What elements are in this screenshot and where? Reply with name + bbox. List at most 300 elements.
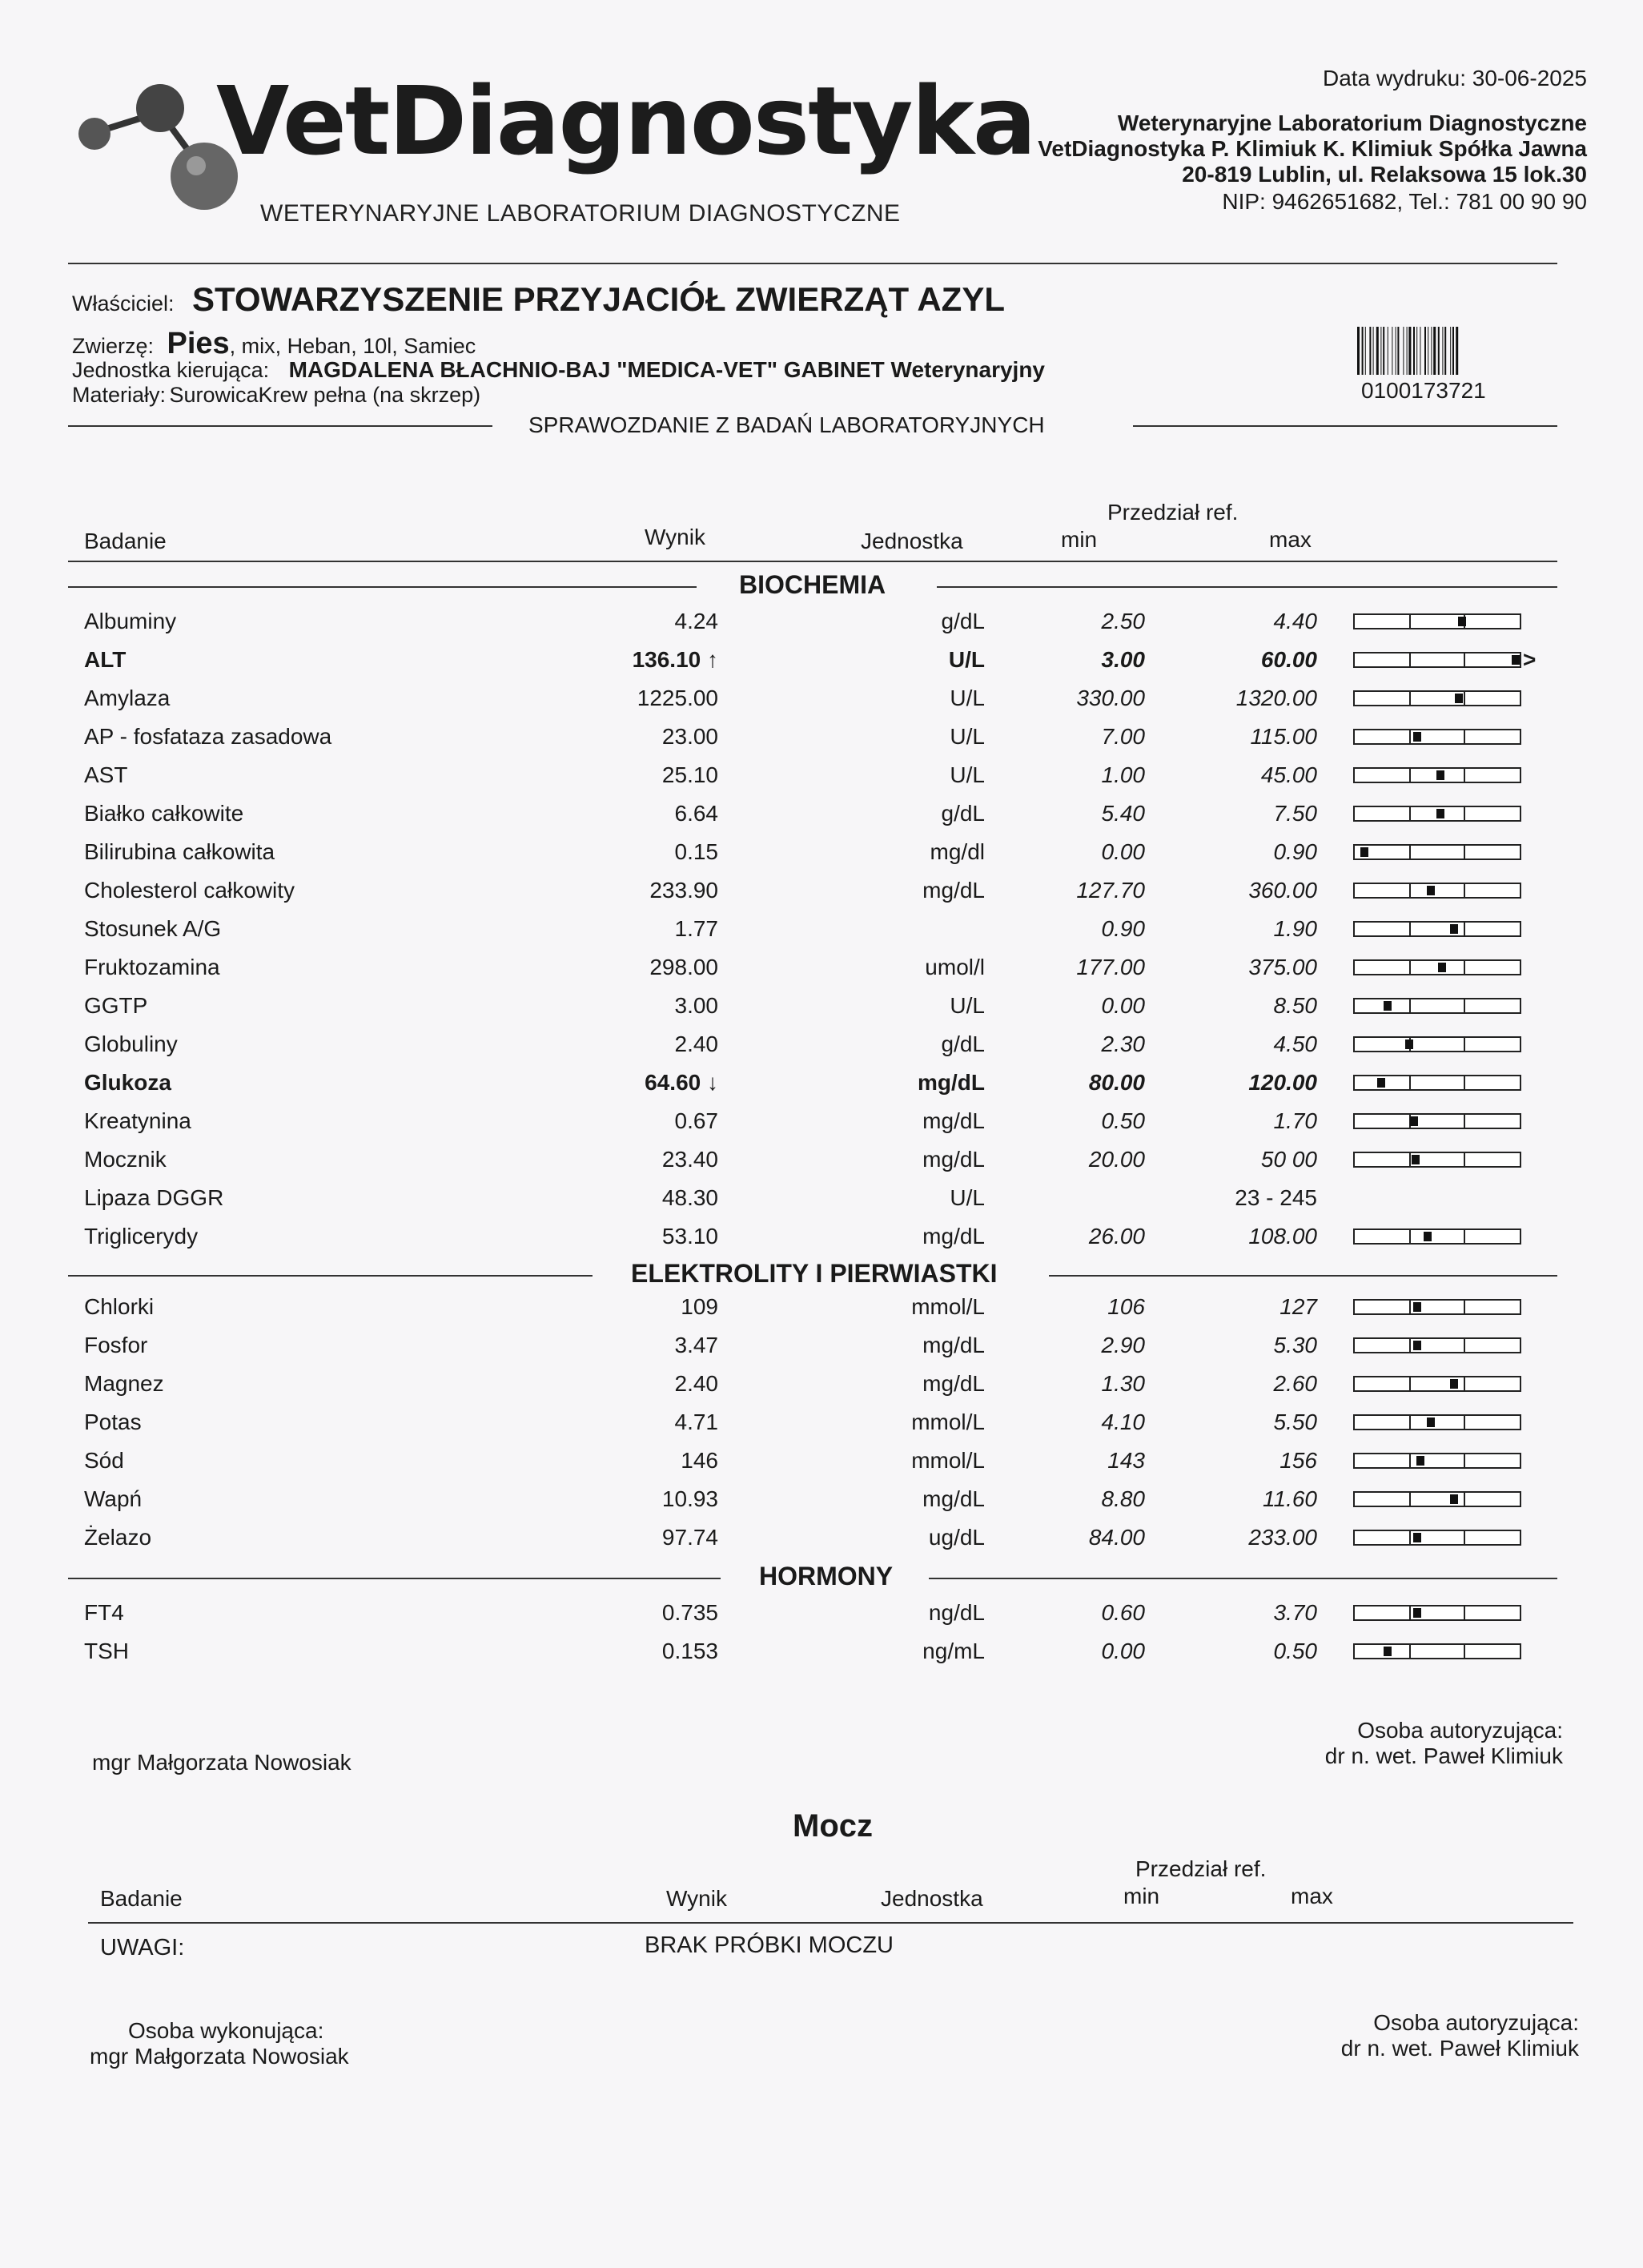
test-name: Magnez	[84, 1371, 164, 1396]
barcode-bar	[1442, 327, 1443, 375]
test-ref-max: 8.50	[1273, 993, 1317, 1018]
range-indicator-bar	[1353, 883, 1521, 899]
test-unit: U/L	[950, 686, 985, 710]
test-result: 25.10	[661, 762, 718, 787]
test-ref-max: 11.60	[1263, 1486, 1317, 1511]
range-marker	[1413, 732, 1421, 742]
test-ref-min: 106	[1107, 1294, 1145, 1319]
test-result: 1225.00	[637, 686, 718, 710]
test-unit: mg/dL	[922, 1371, 985, 1396]
performer-name: mgr Małgorzata Nowosiak	[92, 1750, 351, 1775]
range-marker	[1450, 1379, 1458, 1389]
range-tick	[1409, 615, 1411, 628]
range-marker	[1377, 1078, 1385, 1088]
test-name: Sód	[84, 1448, 124, 1473]
barcode-bar	[1416, 327, 1417, 375]
range-indicator-bar	[1353, 652, 1521, 668]
range-tick	[1464, 846, 1465, 859]
result-row	[0, 1632, 1643, 1671]
print-date: Data wydruku: 30-06-2025	[1323, 66, 1587, 90]
test-unit: mmol/L	[911, 1294, 985, 1319]
urine-col-ref: Przedział ref.	[1135, 1856, 1267, 1881]
urine-authorizer-name: dr n. wet. Paweł Klimiuk	[1340, 2036, 1579, 2061]
range-indicator-bar	[1353, 1036, 1521, 1052]
result-row	[0, 756, 1643, 794]
test-ref-max: 45.00	[1260, 762, 1317, 787]
range-tick	[1409, 1531, 1411, 1544]
range-tick	[1409, 1416, 1411, 1429]
test-name: Wapń	[84, 1486, 143, 1511]
range-tick	[1464, 1531, 1465, 1544]
range-tick	[1464, 1416, 1465, 1429]
authorizer-label: Osoba autoryzująca:	[1357, 1718, 1563, 1743]
range-indicator-bar	[1353, 1414, 1521, 1430]
range-tick	[1464, 1115, 1465, 1128]
test-ref-min: 20.00	[1088, 1147, 1145, 1172]
report-title-rule-left	[68, 425, 492, 427]
test-unit: umol/l	[925, 955, 985, 979]
range-indicator-bar	[1353, 1605, 1521, 1621]
range-tick	[1409, 1076, 1411, 1089]
range-indicator-bar	[1353, 1376, 1521, 1392]
materials-value: SurowicaKrew pełna (na skrzep)	[169, 383, 481, 407]
range-marker	[1384, 1647, 1392, 1656]
range-marker	[1427, 1418, 1435, 1427]
test-ref-min: 2.90	[1101, 1333, 1145, 1357]
lab-line-2: VetDiagnostyka P. Klimiuk K. Klimiuk Spółka Jawna	[1038, 136, 1587, 161]
section-title: ELEKTROLITY I PIERWIASTKI	[617, 1259, 1012, 1289]
report-title-rule-right	[1133, 425, 1557, 427]
test-name: GGTP	[84, 993, 148, 1018]
test-ref-min: 330.00	[1076, 686, 1145, 710]
range-tick	[1464, 1153, 1465, 1166]
range-marker	[1424, 1232, 1432, 1241]
col-ref: Przedział ref.	[1107, 500, 1239, 525]
barcode-bar	[1450, 327, 1451, 375]
species: Pies	[167, 327, 230, 360]
barcode-bar	[1438, 327, 1440, 375]
test-ref-min: 0.00	[1101, 1639, 1145, 1663]
urine-authorizer-label: Osoba autoryzująca:	[1373, 2010, 1579, 2035]
range-tick	[1409, 1454, 1411, 1467]
materials-line	[72, 383, 480, 408]
test-ref-max: 108.00	[1248, 1224, 1317, 1249]
range-indicator-bar	[1353, 1228, 1521, 1245]
section-rule-left	[68, 1578, 721, 1579]
result-row	[0, 1140, 1643, 1179]
test-ref-min: 127.70	[1076, 878, 1145, 903]
test-result: 53.10	[661, 1224, 718, 1249]
section-rule-right	[937, 586, 1557, 588]
range-marker	[1458, 617, 1466, 626]
test-ref-max: 7.50	[1273, 801, 1317, 826]
range-indicator-bar	[1353, 1337, 1521, 1353]
test-result: 298.00	[649, 955, 718, 979]
test-ref-range: 23 - 245	[1235, 1185, 1317, 1210]
test-ref-max: 60.00	[1260, 647, 1317, 672]
test-unit: mg/dL	[922, 1108, 985, 1133]
test-name: Stosunek A/G	[84, 916, 222, 941]
test-result: 97.74	[661, 1525, 718, 1550]
test-unit: mg/dL	[922, 1333, 985, 1357]
result-row	[0, 679, 1643, 718]
owner-line	[72, 280, 1005, 319]
unit-label: Jednostka kierująca:	[72, 358, 270, 382]
lab-line-1: Weterynaryjne Laboratorium Diagnostyczne	[1117, 111, 1587, 135]
test-ref-max: 1.90	[1273, 916, 1317, 941]
test-name: FT4	[84, 1600, 124, 1625]
range-marker	[1436, 809, 1444, 818]
range-tick	[1409, 1230, 1411, 1243]
test-ref-max: 4.40	[1273, 609, 1317, 633]
test-name: AP - fosfataza zasadowa	[84, 724, 332, 749]
test-unit: ng/mL	[922, 1639, 985, 1663]
urine-title: Mocz	[793, 1808, 873, 1844]
range-tick	[1464, 999, 1465, 1012]
range-tick	[1464, 923, 1465, 935]
range-indicator-bar	[1353, 1299, 1521, 1315]
test-unit: mg/dL	[922, 1224, 985, 1249]
urine-performer-name: mgr Małgorzata Nowosiak	[90, 2044, 349, 2069]
range-tick	[1409, 653, 1411, 666]
test-ref-max: 3.70	[1273, 1600, 1317, 1625]
barcode-bar	[1407, 327, 1408, 375]
col-test: Badanie	[84, 529, 167, 553]
range-indicator-bar	[1353, 767, 1521, 783]
test-unit: mg/dl	[930, 839, 985, 864]
test-unit: mg/dL	[922, 878, 985, 903]
test-name: Albuminy	[84, 609, 177, 633]
test-ref-max: 5.50	[1273, 1409, 1317, 1434]
test-result: 6.64	[674, 801, 718, 826]
test-ref-max: 1320.00	[1235, 686, 1317, 710]
range-tick	[1464, 1454, 1465, 1467]
range-marker	[1405, 1040, 1413, 1049]
urine-remarks-label: UWAGI:	[100, 1935, 185, 1960]
range-marker	[1455, 694, 1463, 703]
range-tick	[1409, 1606, 1411, 1619]
range-indicator-bar	[1353, 1075, 1521, 1091]
col-min: min	[1061, 527, 1098, 552]
range-marker	[1450, 1494, 1458, 1504]
test-unit: g/dL	[941, 609, 985, 633]
test-unit: g/dL	[941, 801, 985, 826]
range-indicator-bar	[1353, 1453, 1521, 1469]
range-tick	[1409, 999, 1411, 1012]
test-unit: U/L	[950, 993, 985, 1018]
range-tick	[1464, 1301, 1465, 1313]
owner-name: STOWARZYSZENIE PRZYJACIÓŁ ZWIERZĄT AZYL	[191, 280, 1005, 318]
barcode-icon	[1357, 327, 1541, 375]
test-unit: U/L	[950, 724, 985, 749]
range-indicator-bar	[1353, 1530, 1521, 1546]
range-indicator-bar	[1353, 959, 1521, 975]
range-tick	[1409, 884, 1411, 897]
test-ref-min: 3.00	[1101, 647, 1145, 672]
test-ref-max: 360.00	[1248, 878, 1317, 903]
out-of-range-arrow: >	[1523, 647, 1537, 672]
range-indicator-bar	[1353, 921, 1521, 937]
test-unit: mmol/L	[911, 1409, 985, 1434]
result-row	[0, 833, 1643, 871]
result-row	[0, 794, 1643, 833]
test-ref-max: 5.30	[1273, 1333, 1317, 1357]
report-title: SPRAWOZDANIE Z BADAŃ LABORATORYJNYCH	[528, 412, 1045, 437]
test-ref-max: 127	[1279, 1294, 1317, 1319]
urine-remarks: BRAK PRÓBKI MOCZU	[645, 1932, 894, 1958]
test-result: 4.71	[674, 1409, 718, 1434]
test-ref-min: 26.00	[1088, 1224, 1145, 1249]
range-tick	[1409, 1645, 1411, 1658]
test-name: Fruktozamina	[84, 955, 220, 979]
range-tick	[1409, 1493, 1411, 1506]
urine-col-result: Wynik	[666, 1886, 727, 1911]
materials-label: Materiały:	[72, 383, 167, 407]
range-indicator-bar	[1353, 690, 1521, 706]
range-tick	[1464, 692, 1465, 705]
test-name: Globuliny	[84, 1031, 178, 1056]
test-result: 3.00	[674, 993, 718, 1018]
test-name: Chlorki	[84, 1294, 155, 1319]
test-ref-max: 0.90	[1273, 839, 1317, 864]
test-ref-min: 0.60	[1101, 1600, 1145, 1625]
barcode-bar	[1433, 327, 1436, 375]
test-ref-min: 80.00	[1088, 1070, 1145, 1095]
lab-line-4: NIP: 9462651682, Tel.: 781 00 90 90	[1222, 189, 1587, 214]
test-result: 0.153	[661, 1639, 718, 1663]
test-ref-min: 8.80	[1101, 1486, 1145, 1511]
result-row	[0, 1025, 1643, 1064]
test-name: Glukoza	[84, 1070, 171, 1095]
section-title: BIOCHEMIA	[725, 570, 900, 600]
range-tick	[1409, 807, 1411, 820]
range-indicator-bar	[1353, 806, 1521, 822]
range-tick	[1409, 846, 1411, 859]
test-ref-max: 0.50	[1273, 1639, 1317, 1663]
test-ref-max: 375.00	[1248, 955, 1317, 979]
range-marker	[1410, 1116, 1418, 1126]
animal-details: , mix, Heban, 10l, Samiec	[229, 334, 476, 358]
test-name: ALT	[84, 647, 127, 672]
barcode-bar	[1383, 327, 1384, 375]
barcode-bar	[1357, 327, 1360, 375]
barcode-bar	[1413, 327, 1415, 375]
range-tick	[1464, 807, 1465, 820]
brand-logo: VetDiagnostyka	[216, 66, 1035, 176]
col-unit: Jednostka	[861, 529, 963, 553]
test-unit: U/L	[950, 762, 985, 787]
range-tick	[1409, 1377, 1411, 1390]
range-tick	[1464, 1645, 1465, 1658]
range-tick	[1464, 730, 1465, 743]
range-tick	[1409, 730, 1411, 743]
result-row	[0, 1403, 1643, 1442]
test-name: Amylaza	[84, 686, 171, 710]
result-row	[0, 987, 1643, 1025]
test-ref-min: 4.10	[1101, 1409, 1145, 1434]
barcode-bar	[1444, 327, 1446, 375]
result-row	[0, 1594, 1643, 1632]
range-indicator-bar	[1353, 1152, 1521, 1168]
test-unit: U/L	[950, 1185, 985, 1210]
barcode-bar	[1408, 327, 1411, 375]
test-name: Żelazo	[84, 1525, 152, 1550]
range-tick	[1464, 961, 1465, 974]
test-ref-max: 1.70	[1273, 1108, 1317, 1133]
range-indicator-bar	[1353, 729, 1521, 745]
barcode-bar	[1452, 327, 1454, 375]
range-tick	[1464, 1339, 1465, 1352]
test-unit: ug/dL	[928, 1525, 985, 1550]
test-unit: U/L	[948, 647, 985, 672]
animal-label: Zwierzę:	[72, 334, 155, 358]
test-result: 1.77	[674, 916, 718, 941]
result-row	[0, 641, 1643, 679]
section-rule-right	[1049, 1275, 1557, 1277]
barcode-bar	[1456, 327, 1458, 375]
result-row	[0, 1480, 1643, 1518]
test-name: Białko całkowite	[84, 801, 244, 826]
test-ref-max: 2.60	[1273, 1371, 1317, 1396]
test-name: Mocznik	[84, 1147, 167, 1172]
range-indicator-bar	[1353, 844, 1521, 860]
urine-header-rule	[88, 1922, 1573, 1924]
test-unit: mmol/L	[911, 1448, 985, 1473]
range-marker	[1413, 1302, 1421, 1312]
test-result: 2.40	[674, 1371, 718, 1396]
test-ref-min: 0.00	[1101, 839, 1145, 864]
range-tick	[1409, 692, 1411, 705]
test-ref-max: 120.00	[1248, 1070, 1317, 1095]
test-result: 3.47	[674, 1333, 718, 1357]
range-marker	[1427, 886, 1435, 895]
test-result: 48.30	[661, 1185, 718, 1210]
test-ref-min: 0.00	[1101, 993, 1145, 1018]
result-row	[0, 602, 1643, 641]
test-name: TSH	[84, 1639, 129, 1663]
urine-col-unit: Jednostka	[881, 1886, 983, 1911]
test-name: Lipaza DGGR	[84, 1185, 224, 1210]
header-divider	[68, 263, 1557, 264]
col-result: Wynik	[645, 525, 705, 549]
urine-col-min: min	[1123, 1884, 1160, 1908]
range-tick	[1464, 884, 1465, 897]
test-unit: mg/dL	[922, 1147, 985, 1172]
result-row	[0, 871, 1643, 910]
test-ref-max: 50 00	[1260, 1147, 1317, 1172]
urine-col-max: max	[1291, 1884, 1333, 1908]
range-indicator-bar	[1353, 1113, 1521, 1129]
test-result: 136.10 ↑	[632, 647, 718, 672]
urine-performer-label: Osoba wykonująca:	[128, 2018, 324, 2043]
test-ref-max: 156	[1279, 1448, 1317, 1473]
range-marker	[1413, 1533, 1421, 1542]
range-tick	[1464, 1038, 1465, 1051]
range-tick	[1464, 769, 1465, 782]
section-title: HORMONY	[745, 1562, 907, 1591]
barcode-bar	[1373, 327, 1374, 375]
referring-unit: MAGDALENA BŁACHNIO-BAJ "MEDICA-VET" GABINET Weterynaryjny	[288, 357, 1045, 382]
barcode-bar	[1431, 327, 1432, 375]
range-tick	[1409, 961, 1411, 974]
test-name: Kreatynina	[84, 1108, 191, 1133]
range-indicator-bar	[1353, 998, 1521, 1014]
col-max: max	[1269, 527, 1312, 552]
range-tick	[1409, 1339, 1411, 1352]
test-unit: mg/dL	[918, 1070, 985, 1095]
test-result: 0.735	[661, 1600, 718, 1625]
section-rule-left	[68, 1275, 593, 1277]
range-tick	[1409, 1153, 1411, 1166]
test-unit: ng/dL	[928, 1600, 985, 1625]
urine-col-test: Badanie	[100, 1886, 183, 1911]
test-result: 146	[681, 1448, 718, 1473]
test-result: 10.93	[661, 1486, 718, 1511]
range-marker	[1436, 770, 1444, 780]
range-indicator-bar	[1353, 613, 1521, 629]
barcode-bar	[1397, 327, 1399, 375]
range-indicator-bar	[1353, 1491, 1521, 1507]
range-marker	[1512, 655, 1520, 665]
result-row	[0, 1442, 1643, 1480]
section-rule-left	[68, 586, 697, 588]
test-name: Triglicerydy	[84, 1224, 199, 1249]
authorizer-name: dr n. wet. Paweł Klimiuk	[1324, 1743, 1563, 1768]
test-result: 2.40	[674, 1031, 718, 1056]
test-ref-min: 7.00	[1101, 724, 1145, 749]
range-tick	[1409, 923, 1411, 935]
barcode-bar	[1403, 327, 1404, 375]
test-unit: mg/dL	[922, 1486, 985, 1511]
range-marker	[1413, 1608, 1421, 1618]
test-ref-min: 5.40	[1101, 801, 1145, 826]
barcode-bar	[1369, 327, 1371, 375]
lab-line-3: 20-819 Lublin, ul. Relaksowa 15 lok.30	[1182, 162, 1587, 187]
range-tick	[1464, 1377, 1465, 1390]
test-result: 4.24	[674, 609, 718, 633]
unit-line	[72, 357, 1045, 383]
barcode-bar	[1376, 327, 1379, 375]
barcode-bar	[1424, 327, 1426, 375]
test-ref-min: 1.30	[1101, 1371, 1145, 1396]
test-ref-max: 233.00	[1248, 1525, 1317, 1550]
result-row	[0, 1064, 1643, 1102]
test-ref-min: 0.90	[1101, 916, 1145, 941]
barcode-number: 0100173721	[1361, 378, 1486, 403]
range-marker	[1413, 1341, 1421, 1350]
test-ref-min: 177.00	[1076, 955, 1145, 979]
owner-label: Właściciel:	[72, 292, 175, 316]
brand-subtitle: WETERYNARYJNE LABORATORIUM DIAGNOSTYCZNE	[260, 200, 901, 227]
result-row	[0, 1288, 1643, 1326]
result-row	[0, 1217, 1643, 1256]
range-tick	[1409, 769, 1411, 782]
result-row	[0, 1102, 1643, 1140]
result-row	[0, 1365, 1643, 1403]
test-ref-max: 115.00	[1250, 724, 1317, 749]
test-result: 0.67	[674, 1108, 718, 1133]
test-ref-min: 84.00	[1088, 1525, 1145, 1550]
test-result: 23.00	[661, 724, 718, 749]
barcode-bar	[1365, 327, 1366, 375]
range-tick	[1409, 1301, 1411, 1313]
test-ref-max: 4.50	[1273, 1031, 1317, 1056]
range-tick	[1464, 1230, 1465, 1243]
range-marker	[1450, 924, 1458, 934]
test-result: 0.15	[674, 839, 718, 864]
test-unit: g/dL	[941, 1031, 985, 1056]
range-marker	[1412, 1155, 1420, 1164]
